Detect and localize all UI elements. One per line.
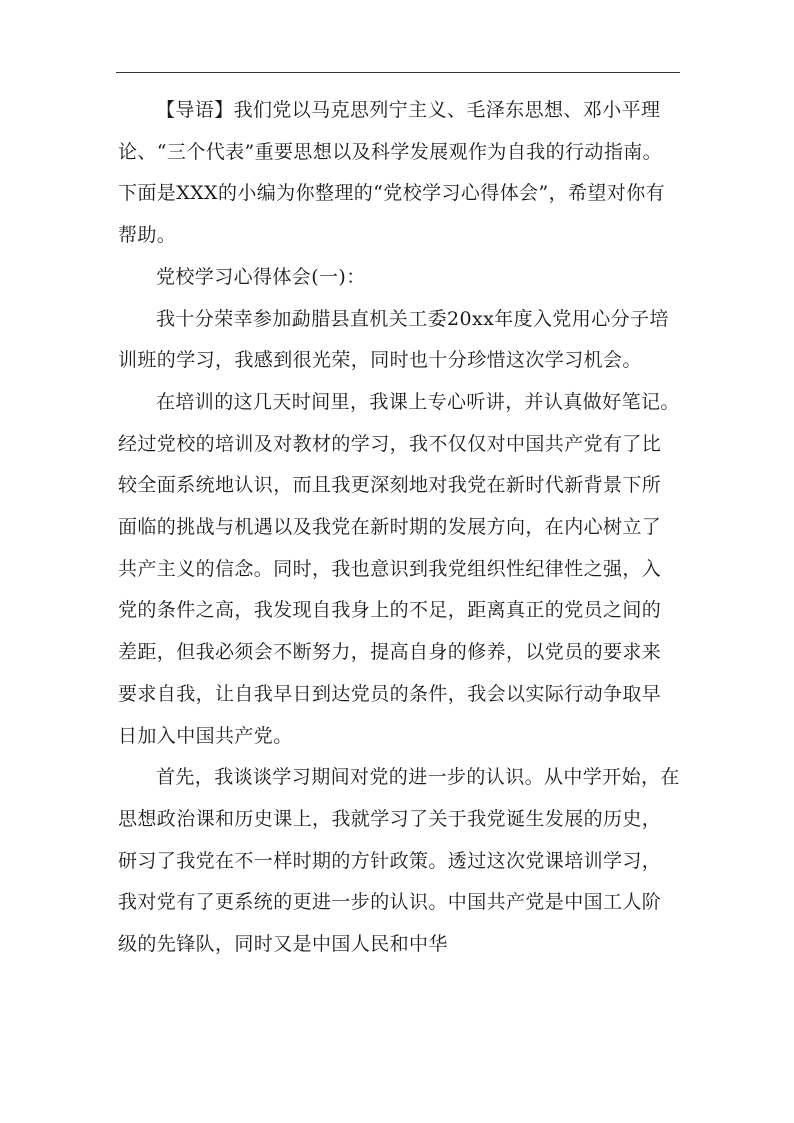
- document-body: [118, 90, 680, 966]
- intro-paragraph: 【导语】我们党以马克思列宁主义、毛泽东思想、邓小平理论、“三个代表”重要思想以及科学发展观作为自我的行动指南。下面是XXX的小编为你整理的“党校学习心得体会”，希望对你有帮助。: [118, 99, 666, 247]
- body-paragraph-3: 首先，我谈谈学习期间对党的进一步的认识。从中学开始，在思想政治课和历史课上，我就学习了关于我党诞生发展的历史，研习了我党在不一样时期的方针政策。透过这次党课培训学习，我对党有了更系统的更进一步的认识。中国共产党是中国工人阶级的先锋队，同时又是中国人民和中华: [118, 766, 680, 956]
- body-paragraph-1: 我十分荣幸参加勐腊县直机关工委20xx年度入党用心分子培训班的学习，我感到很光荣，同时也十分珍惜这次学习机会。: [118, 307, 669, 372]
- header-rule: [116, 72, 680, 73]
- body-paragraph-2: 在培训的这几天时间里，我课上专心听讲，并认真做好笔记。经过党校的培训及对教材的学习，我不仅仅对中国共产党有了比较全面系统地认识，而且我更深刻地对我党在新时代新背景下所面临的挑战与机遇以及我党在新时期的发展方向，在内心树立了共产主义的信念。同时，我也意识到我党组织性纪律性之强，入党的条件之高，我发现自我身上的不足，距离真正的党员之间的差距，但我必须会不断努力，提高自身的修养，以党员的要求来要求自我，让自我早日到达党员的条件，我会以实际行动争取早日加入中国共产党。: [118, 390, 680, 747]
- section-heading: 党校学习心得体会(一)：: [156, 265, 366, 288]
